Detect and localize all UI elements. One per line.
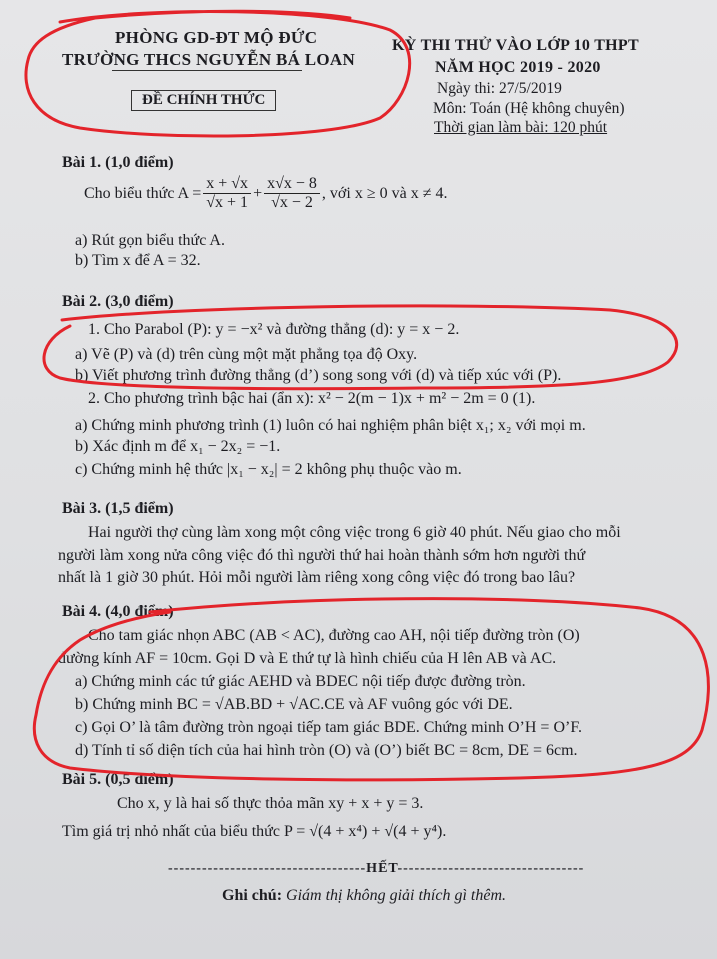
bai3-title: Bài 3. (1,5 điểm) <box>62 500 174 517</box>
note-text: Giám thị không giải thích gì thêm. <box>286 887 506 904</box>
duration: Thời gian làm bài: 120 phút <box>434 119 608 136</box>
bai4-b: b) Chứng minh BC = √AB.BD + √AC.CE và AF vuông góc với DE. <box>75 696 513 713</box>
bai4-line2: đường kính AF = 10cm. Gọi D và E thứ tự là hình chiếu của H lên AB và AC. <box>58 650 557 667</box>
bai3-line2: người làm xong nửa công việc đó thì người thứ hai hoàn thành sớm hơn người thứ <box>58 547 586 564</box>
bai4-title: Bài 4. (4,0 điểm) <box>62 603 174 620</box>
fraction-2 <box>264 175 320 212</box>
official-badge: ĐỀ CHÍNH THỨC <box>131 90 276 111</box>
bai5-title: Bài 5. (0,5 điểm) <box>62 771 174 788</box>
bai1-expression <box>84 175 447 212</box>
fraction-1-num: x + √x <box>203 175 251 194</box>
bai4-c: c) Gọi O’ là tâm đường tròn ngoại tiếp tam giác BDE. Chứng minh O’H = O’F. <box>75 719 582 736</box>
subject: Môn: Toán (Hệ không chuyên) <box>433 100 625 117</box>
note-label: Ghi chú: <box>222 887 283 904</box>
school-name-text: TRƯỜNG THCS NGUYỄN BÁ LOAN <box>62 50 356 69</box>
bai5-line1: Cho x, y là hai số thực thỏa mãn xy + x + y = 3. <box>117 795 424 812</box>
bai2-part2-c: c) Chứng minh hệ thức |x₁ − x₂| = 2 không phụ thuộc vào m. <box>75 461 462 478</box>
fraction-2-den: √x − 2 <box>271 194 313 211</box>
school-name <box>62 50 355 70</box>
bai4-line1: Cho tam giác nhọn ABC (AB < AC), đường cao AH, nội tiếp đường tròn (O) <box>88 627 580 644</box>
bai5-line2: Tìm giá trị nhỏ nhất của biểu thức P = √(4 + x⁴) + √(4 + y⁴). <box>62 823 447 840</box>
fraction-2-num: x√x − 8 <box>264 175 320 194</box>
bai2-part1: 1. Cho Parabol (P): y = −x² và đường thẳng (d): y = x − 2. <box>88 321 460 338</box>
bai1-b: b) Tìm x để A = 32. <box>75 252 201 269</box>
bai1-a: a) Rút gọn biểu thức A. <box>75 232 225 249</box>
end-marker: -----------------------------------HẾT--------------------------------- <box>168 861 585 876</box>
bai3-line3: nhất là 1 giờ 30 phút. Hỏi mỗi người làm riêng xong công việc đó trong bao lâu? <box>58 569 576 586</box>
school-year: NĂM HỌC 2019 - 2020 <box>435 59 601 76</box>
bai1-title: Bài 1. (1,0 điểm) <box>62 154 174 171</box>
bai2-part1-b: b) Viết phương trình đường thẳng (d’) song song với (d) và tiếp xúc với (P). <box>75 367 562 384</box>
department-name: PHÒNG GD-ĐT MỘ ĐỨC <box>115 28 318 47</box>
bai2-part2-b: b) Xác định m để x₁ − 2x₂ = −1. <box>75 438 281 455</box>
bai2-part2: 2. Cho phương trình bậc hai (ẩn x): x² − 2(m − 1)x + m² − 2m = 0 (1). <box>88 390 536 407</box>
footer-note <box>222 887 506 905</box>
bai2-title: Bài 2. (3,0 điểm) <box>62 293 174 310</box>
fraction-1-den: √x + 1 <box>206 194 249 211</box>
exam-title: KỲ THI THỬ VÀO LỚP 10 THPT <box>392 37 639 54</box>
bai2-part1-a: a) Vẽ (P) và (d) trên cùng một mặt phẳng tọa độ Oxy. <box>75 346 418 363</box>
bai4-a: a) Chứng minh các tứ giác AEHD và BDEC nội tiếp được đường tròn. <box>75 673 526 690</box>
bai1-condition: , với x ≥ 0 và x ≠ 4. <box>321 184 448 202</box>
bai2-part2-a: a) Chứng minh phương trình (1) luôn có hai nghiệm phân biệt x₁; x₂ với mọi m. <box>75 417 586 434</box>
bai3-line1: Hai người thợ cùng làm xong một công việc trong 6 giờ 40 phút. Nếu giao cho mỗi <box>88 524 621 541</box>
exam-date: Ngày thi: 27/5/2019 <box>437 80 562 97</box>
fraction-1 <box>203 175 251 212</box>
header-underline <box>112 70 302 71</box>
plus-sign: + <box>253 184 263 202</box>
bai4-d: d) Tính tỉ số diện tích của hai hình tròn (O) và (O’) biết BC = 8cm, DE = 6cm. <box>75 742 578 759</box>
bai1-intro: Cho biểu thức A = <box>84 184 202 202</box>
